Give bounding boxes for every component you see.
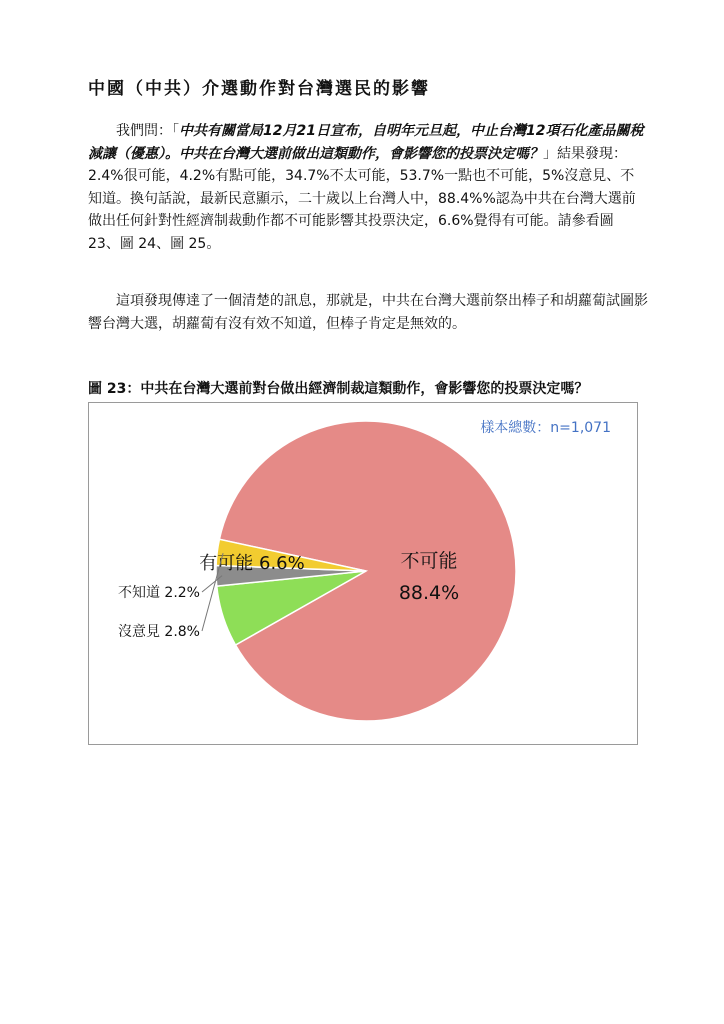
paragraph-results [88,120,648,255]
slice-label-0-value: 88.4% [398,582,460,604]
pie-chart-frame [88,402,638,745]
slice-label-2: 不知道 2.2% [117,585,200,601]
figure-title: 圖 23：中共在台灣大選前對台做出經濟制裁這類動作，會影響您的投票決定嗎？ [88,381,589,397]
sample-size-label: 樣本總數：n=1,071 [480,420,611,436]
slice-label-1: 有可能 6.6% [199,553,305,574]
section-heading: 中國（中共）介選動作對台灣選民的影響 [88,79,430,99]
question-close: 」 [543,145,557,162]
conclusion-text: 這項發現傳達了一個清楚的訊息，那就是，中共在台灣大選前祭出棒子和胡蘿蔔試圖影響台灣大選，胡蘿蔔有沒有效不知道，但棒子肯定是無效的。 [88,293,648,332]
survey-question: 中共有關當局12月21日宣布，自明年元旦起，中止台灣12項石化產品關稅減讓（優惠）。中共在台灣大選前做出這類動作，會影響您的投票決定嗎？ [88,123,644,162]
paragraph-conclusion [88,290,648,335]
results-text: 結果發現：2.4%很可能，4.2%有點可能，34.7%不太可能，53.7%一點也不可能，5%沒意見、不知道。換句話說，最新民意顯示，二十歲以上台灣人中，88.4%%認為中共在台灣大選前做出任何針對性經濟制裁動作都不可能影響其投票決定，6.6%覺得有可能。請參看圖 23、圖 24、圖 25。 [88,145,636,252]
question-intro: 我們問：「 [116,123,179,139]
pie-chart [89,403,639,746]
slice-label-3: 沒意見 2.8% [117,624,200,640]
slice-label-0-name: 不可能 [400,550,458,572]
